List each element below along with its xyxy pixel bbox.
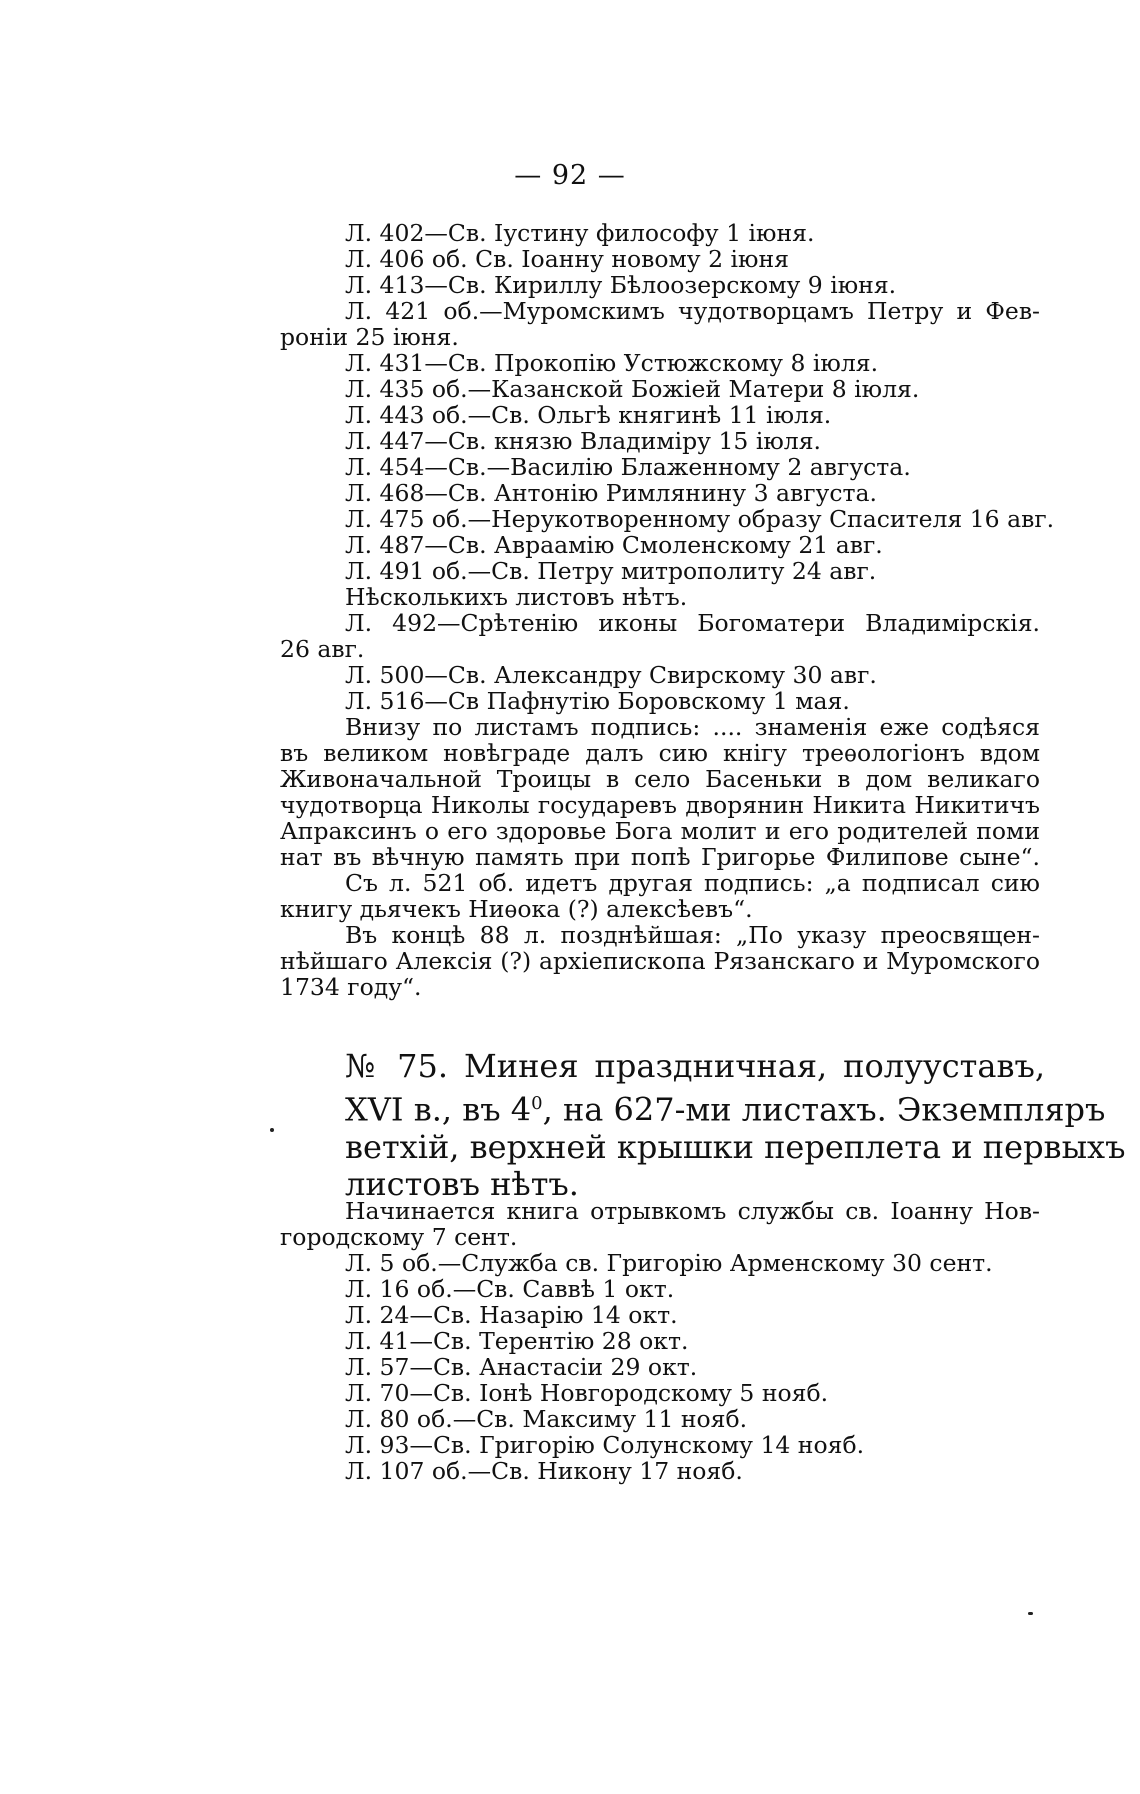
heading-title: Минея праздничная, полууставъ,: [464, 1047, 1045, 1085]
entry-line: Л. 402—Св. Іустину философу 1 іюня.: [345, 219, 815, 247]
entry-line: Л. 454—Св.—Василію Блаженному 2 августа.: [345, 453, 911, 481]
entry-line: Л. 500—Св. Александру Свирскому 30 авг.: [345, 661, 877, 689]
entry-line: 1734 году“.: [280, 973, 422, 1001]
heading-text: XVI в., въ 4: [345, 1090, 532, 1129]
entry-line: Л. 107 об.—Св. Никону 17 нояб.: [345, 1457, 743, 1485]
entry-line: Л. 447—Св. князю Владиміру 15 іюля.: [345, 427, 822, 455]
entry-line: Л. 435 об.—Казанской Божіей Матери 8 іюля.: [345, 375, 920, 403]
entry-line: Л. 80 об.—Св. Максиму 11 нояб.: [345, 1405, 748, 1433]
entry-line: Л. 5 об.—Служба св. Григорію Арменскому 30 сент.: [345, 1249, 993, 1277]
entry-line: Л. 516—Св Пафнутію Боровскому 1 мая.: [345, 687, 850, 715]
entry-line: Л. 468—Св. Антонію Римлянину 3 августа.: [345, 479, 878, 507]
entry-line: 26 авг.: [280, 635, 365, 663]
entry-line: Л. 475 об.—Нерукотворенному образу Спасителя 16 авг.: [345, 505, 1055, 533]
entry-line: Л. 492—Срѣтенію иконы Богоматери Владимірскія.: [345, 609, 1040, 637]
entry-line: Л. 24—Св. Назарію 14 окт.: [345, 1301, 678, 1329]
entry-line: Л. 443 об.—Св. Ольгѣ княгинѣ 11 іюля.: [345, 401, 832, 429]
entry-line: Л. 431—Св. Прокопію Устюжскому 8 іюля.: [345, 349, 879, 377]
entries-bottom: [280, 1198, 1040, 1484]
entry-line: Л. 93—Св. Григорію Солунскому 14 нояб.: [345, 1431, 865, 1459]
entry-line: Живоначальной Троицы в село Басеньки в дом великаго: [280, 765, 1040, 793]
print-speck: [270, 1128, 274, 1132]
entry-line: роніи 25 іюня.: [280, 323, 459, 351]
entry-line: Внизу по листамъ подпись: .... знаменія еже содѣяся: [345, 713, 1040, 741]
entries-top: [280, 219, 1055, 1001]
heading-line: листовъ нѣтъ.: [345, 1164, 579, 1203]
entry-line: Л. 16 об.—Св. Саввѣ 1 окт.: [345, 1275, 675, 1303]
heading-text: , на 627-ми листахъ. Экземпляръ: [542, 1090, 1106, 1129]
entry-line: въ великом новѣграде далъ сию кнігу треѳологіонъ вдом: [280, 739, 1040, 767]
entry-line: Нѣсколькихъ листовъ нѣтъ.: [345, 583, 688, 611]
entry-line: Л. 406 об. Св. Іоанну новому 2 іюня: [345, 245, 789, 273]
entry-line: Л. 487—Св. Авраамію Смоленскому 21 авг.: [345, 531, 883, 559]
entry-line: нат въ вѣчную память при попѣ Григорье Филипове сыне“.: [280, 843, 1040, 871]
entry-line: чудотворца Николы государевъ дворянин Никита Никитичъ: [280, 791, 1040, 819]
entry-line: Въ концѣ 88 л. позднѣйшая: „По указу преосвящен-: [345, 921, 1040, 949]
entry-line: Л. 70—Св. Іонѣ Новгородскому 5 нояб.: [345, 1379, 829, 1407]
page-number: — 92 —: [514, 160, 626, 191]
entry-line: книгу дьячекъ Ниѳока (?) алексѣевъ“.: [280, 895, 753, 923]
entry-line: Л. 413—Св. Кириллу Бѣлоозерскому 9 іюня.: [345, 271, 897, 299]
entry-line: нѣйшаго Алексія (?) архіепископа Рязанскаго и Муромского: [280, 947, 1040, 975]
print-speck: [1028, 1612, 1033, 1615]
entry-line: Л. 421 об.—Муромскимъ чудотворцамъ Петру и Фев-: [345, 297, 1040, 325]
entry-line: Начинается книга отрывкомъ службы св. Іоанну Нов-: [345, 1197, 1040, 1225]
entry-line: Апраксинъ о его здоровье Бога молит и его родителей поми: [280, 817, 1040, 845]
heading-superscript: 0: [531, 1093, 543, 1114]
entry-line: Л. 57—Св. Анастасіи 29 окт.: [345, 1353, 698, 1381]
heading-line: [345, 1085, 1106, 1129]
entry-line: Съ л. 521 об. идетъ другая подпись: „а подписал сию: [345, 869, 1040, 897]
manuscript-heading: [345, 1047, 1126, 1203]
entry-line: Л. 41—Св. Терентію 28 окт.: [345, 1327, 689, 1355]
entry-line: Л. 491 об.—Св. Петру митрополиту 24 авг.: [345, 557, 877, 585]
heading-line: ветхій, верхней крышки переплета и первыхъ: [345, 1127, 1126, 1166]
heading-line: [345, 1048, 1045, 1085]
heading-number: № 75.: [345, 1047, 448, 1085]
entry-line: городскому 7 сент.: [280, 1223, 518, 1251]
